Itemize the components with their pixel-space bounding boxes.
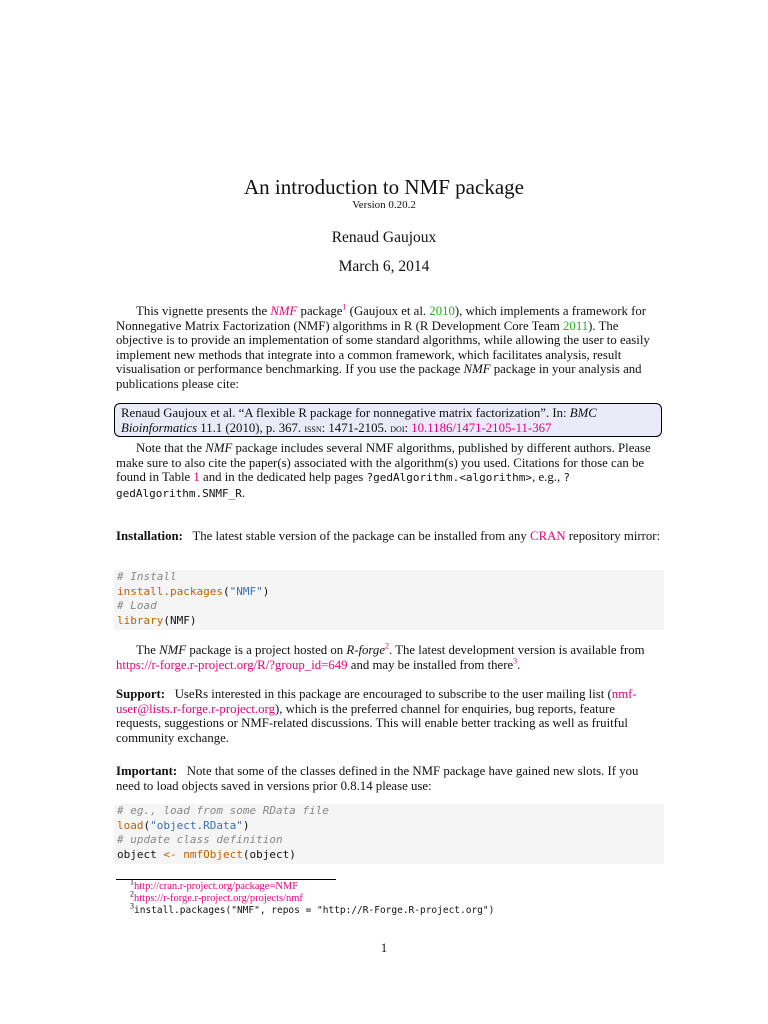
support-paragraph xyxy=(116,687,662,747)
installation-paragraph xyxy=(116,529,662,559)
doi-label: doi xyxy=(390,422,405,435)
intro-text: ). The objective is to provide an implementation of some standard algorithms, while allowing the user to easily implement new methods that integrate into a common framework, which facilitates analysis, result visualisation or performance benchmarking. If you use the package xyxy=(116,318,650,377)
code-function: library xyxy=(117,613,164,627)
note-text: Note that the xyxy=(136,441,206,455)
rforge-italic: R-forge xyxy=(346,643,386,657)
nmf-italic: NMF xyxy=(159,643,187,657)
code-punct: ( xyxy=(143,818,151,832)
support-text: ), which is the preferred channel for enquiries, bug reports, feature requests, suggestions or NMF-related discussions. This will enable better tracking as well as fruitful community exchange. xyxy=(116,701,628,745)
issn-label: issn xyxy=(304,422,322,435)
citation-year-link[interactable]: 2011 xyxy=(563,318,589,333)
help-page-code: ?gedAlgorithm.<algorithm> xyxy=(366,471,533,485)
footnote-number: 3 xyxy=(130,901,134,911)
intro-text: This vignette presents the xyxy=(136,304,271,318)
support-heading: Support: xyxy=(116,687,166,701)
rforge-text: package is a project hosted on xyxy=(186,643,347,657)
rforge-paragraph xyxy=(116,643,662,673)
code-text: object xyxy=(117,847,164,861)
intro-paragraph xyxy=(116,304,662,392)
rforge-text: . xyxy=(517,657,521,672)
code-block-install xyxy=(114,570,664,630)
important-paragraph xyxy=(116,764,662,794)
code-string: "object.RData" xyxy=(150,818,243,832)
code-function: load xyxy=(117,818,144,832)
citation-text: Renaud Gaujoux et al. “A flexible R package for nonnegative matrix factorization”. In: xyxy=(121,406,570,420)
nmf-link[interactable]: NMF xyxy=(270,304,298,318)
code-text: (object) xyxy=(242,847,296,861)
code-punct: ) xyxy=(262,584,270,598)
code-function: nmfObject xyxy=(183,847,243,861)
footnote-3 xyxy=(130,901,495,917)
code-punct: ( xyxy=(222,584,230,598)
footnote-link[interactable]: https://r-forge.r-project.org/projects/nmf xyxy=(134,893,303,904)
table-ref-link[interactable]: 1 xyxy=(193,470,200,485)
intro-text: ), which implements a framework for Nonnegative Matrix Factorization (NMF) algorithms in R (R Development Core Team xyxy=(116,304,647,333)
footnote-ref-3[interactable]: 3 xyxy=(513,656,518,666)
footnote-1 xyxy=(130,877,299,893)
author-name: Renaud Gaujoux xyxy=(331,229,437,246)
code-comment: # Load xyxy=(117,599,157,613)
note-paragraph xyxy=(116,441,662,501)
installation-text: repository mirror: xyxy=(565,529,661,543)
footnote-link[interactable]: http://cran.r-project.org/package=NMF xyxy=(134,881,299,892)
page-number: 1 xyxy=(380,941,388,955)
code-comment: # Install xyxy=(117,570,177,583)
code-function: install.packages xyxy=(117,584,223,598)
footnote-code: install.packages("NMF", repos = "http://R-Forge.R-project.org") xyxy=(134,905,495,916)
footnote-ref-1[interactable]: 1 xyxy=(342,302,347,312)
code-text: (NMF) xyxy=(163,613,197,627)
doi-link[interactable]: 10.1186/1471-2105-11-367 xyxy=(411,420,552,435)
support-text: UseRs interested in this package are encouraged to subscribe to the user mailing list ( xyxy=(174,687,612,701)
citation-text: 11.1 (2010), p. 367. xyxy=(197,420,305,435)
note-text: package includes several NMF algorithms, published by different authors. Please make sure to also cite the paper(s) associated with the algorithm(s) you used. Citations for those can be found in Table xyxy=(116,441,651,485)
code-operator: <- xyxy=(163,847,177,861)
mailing-list-link[interactable]: nmf-user@lists.r-forge.r-project.org xyxy=(116,687,637,716)
code-block-load xyxy=(114,804,664,864)
important-heading: Important: xyxy=(116,764,178,778)
important-text: Note that some of the classes defined in the NMF package have gained new slots. If you need to load objects saved in versions prior 0.8.14 please use: xyxy=(116,764,639,793)
note-text: . xyxy=(241,485,246,500)
code-string: "NMF" xyxy=(229,584,263,598)
rforge-text: and may be installed from there xyxy=(347,657,514,672)
intro-text: package in your analysis and publications please cite: xyxy=(116,362,642,391)
journal-name: BMC Bioinformatics xyxy=(121,406,597,435)
intro-text: (Gaujoux et al. xyxy=(346,304,430,318)
footnote-number: 1 xyxy=(130,877,134,887)
installation-text: The latest stable version of the package can be installed from any xyxy=(192,529,531,543)
publication-date: March 6, 2014 xyxy=(338,258,430,275)
intro-text: package xyxy=(297,304,343,318)
rforge-text: The xyxy=(136,643,160,657)
footnote-divider xyxy=(116,879,336,880)
code-comment: # eg., load from some RData file xyxy=(117,804,329,817)
rforge-text: . The latest development version is available from xyxy=(389,643,645,657)
citation-text: : 1471-2105. xyxy=(321,420,391,435)
code-punct: ) xyxy=(242,818,250,832)
citation-box xyxy=(114,403,662,437)
rforge-url-link[interactable]: https://r-forge.r-project.org/R/?group_id=649 xyxy=(116,657,348,672)
nmf-italic: NMF xyxy=(205,441,233,455)
installation-heading: Installation: xyxy=(116,529,183,543)
citation-year-link[interactable]: 2010 xyxy=(429,304,455,318)
footnote-number: 2 xyxy=(130,889,134,899)
note-text: , e.g., xyxy=(532,470,564,485)
citation-text: : xyxy=(404,420,412,435)
note-text: and in the dedicated help pages xyxy=(199,470,367,485)
cran-link[interactable]: CRAN xyxy=(530,529,566,543)
nmf-italic: NMF xyxy=(463,362,491,377)
footnote-2 xyxy=(130,889,303,905)
code-comment: # update class definition xyxy=(117,833,283,847)
help-page-code: ?gedAlgorithm.SNMF_R xyxy=(116,471,570,500)
version-label: Version 0.20.2 xyxy=(352,199,416,211)
footnote-ref-2[interactable]: 2 xyxy=(385,641,390,651)
paper-title: An introduction to NMF package xyxy=(244,175,524,199)
